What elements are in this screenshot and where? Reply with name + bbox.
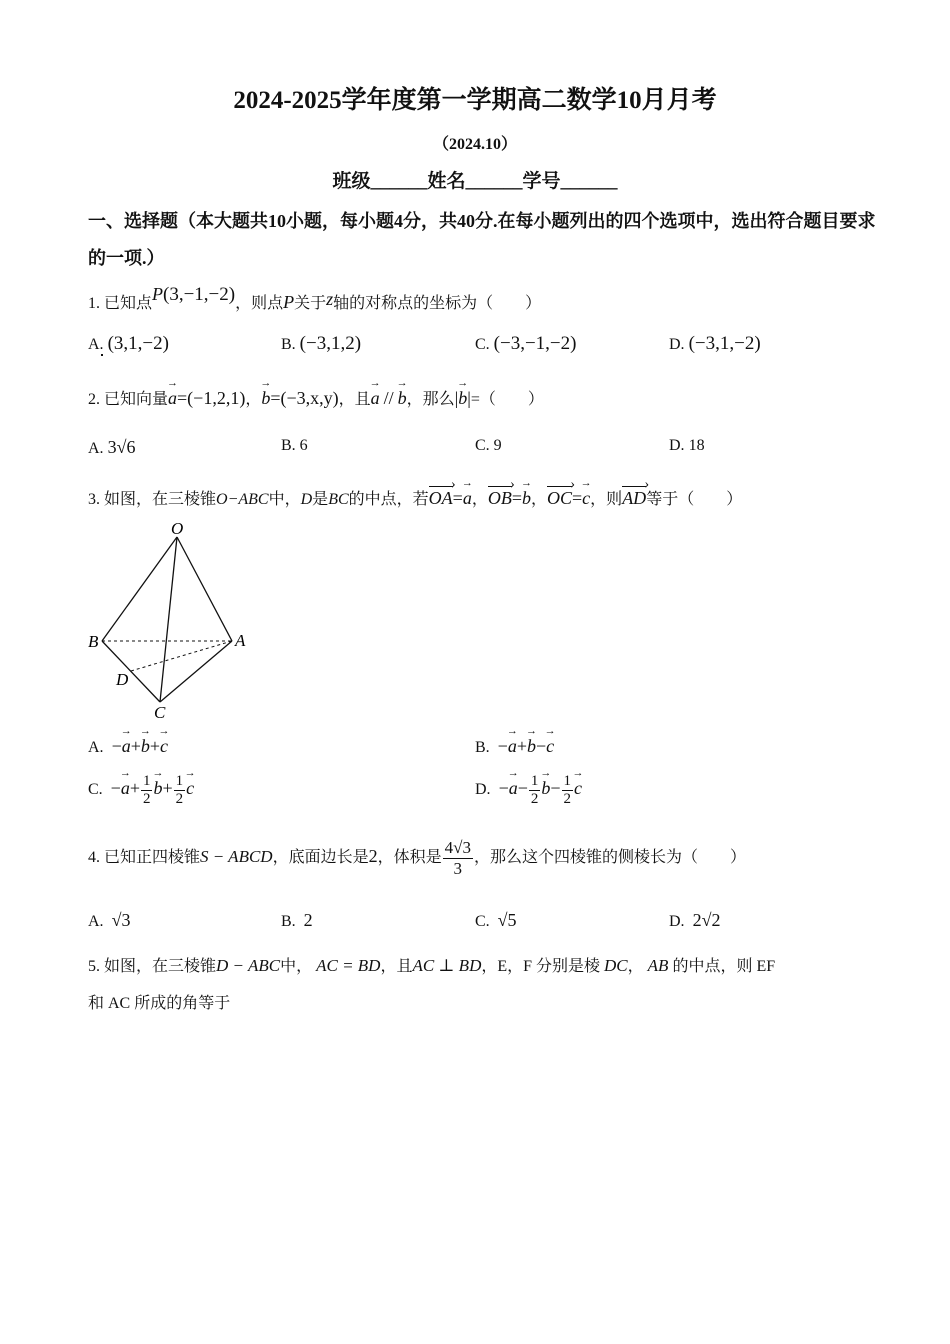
option-label: B.: [281, 437, 296, 454]
minus: −: [497, 736, 508, 756]
edge-oa: [177, 537, 232, 641]
q3-option-d: [475, 773, 582, 808]
q2-option-d: [669, 437, 705, 455]
vector-b: → b: [541, 778, 550, 799]
q1-point-name: P: [152, 284, 164, 304]
stray-dot: [101, 354, 103, 356]
option-label: B.: [281, 336, 296, 353]
fraction-half: [529, 773, 541, 808]
vector-oa: OA ›: [429, 486, 453, 509]
option-label: C.: [475, 437, 490, 454]
vector-b: → b: [141, 736, 150, 757]
abs-bar: |: [454, 388, 459, 408]
plus: +: [129, 778, 140, 799]
volume-fraction: [443, 838, 473, 879]
q1-text2: ，则点: [235, 295, 284, 312]
q5-text-d: ，E，F 分别是棱: [481, 958, 601, 975]
label-d: D: [116, 670, 129, 689]
q2-option-b: [281, 437, 308, 455]
q4-option-c: [475, 910, 517, 931]
option-label: A.: [88, 440, 104, 457]
q2-text2: ，且: [338, 391, 371, 408]
option-value: 18: [688, 437, 705, 454]
q1-prefix: 1. 已知点: [88, 295, 153, 312]
q1-option-a: [88, 333, 169, 355]
q1-option-c: [475, 333, 576, 355]
exam-title: 2024-2025学年度第一学期高二数学10月月考: [233, 87, 717, 114]
fraction-half: [174, 773, 186, 808]
question-2: 2. 已知向量→ a=(−1,2,1)，→ b=(−3,x,y)，且→ a // → b，那么|→ b|=（ ）: [88, 386, 544, 409]
q3-option-a: [88, 736, 168, 757]
section-heading: 一、选择题（本大题共10小题，每小题4分，共40分.在每小题列出的四个选项中，选出符合题目要求的一项.）: [88, 211, 876, 268]
q5-prefix: 5. 如图，在三棱锥: [88, 958, 217, 975]
frac-den: 2: [563, 791, 572, 807]
q3-text3: 是: [312, 491, 329, 508]
q3-bc: BC: [328, 491, 349, 508]
vector-b: → b: [522, 488, 531, 509]
option-value: 9: [493, 437, 502, 454]
q5-text-c: ，且: [380, 958, 413, 975]
frac-den: 2: [142, 791, 151, 807]
vector-a: → a: [122, 736, 131, 757]
option-label: C.: [88, 781, 103, 799]
minus: −: [535, 736, 547, 756]
q1-text4: 轴的对称点的坐标为（ ）: [333, 295, 542, 312]
minus: −: [517, 778, 528, 799]
plus: +: [130, 736, 141, 756]
q4-text2: ，底面边长是: [272, 849, 369, 867]
vector-ad: AD ›: [622, 486, 646, 509]
plus: +: [516, 736, 527, 756]
option-value: (−3,−1,−2): [493, 333, 577, 354]
q5-equality: AC = BD: [316, 956, 381, 975]
q1-option-d: [669, 333, 761, 355]
label-o: O: [171, 519, 184, 538]
edge-ob: [102, 537, 177, 641]
minus: −: [111, 736, 122, 756]
q5-ab: AB: [647, 956, 669, 975]
option-value: (−3,1,−2): [688, 333, 761, 354]
question-1: [88, 284, 542, 314]
frac-den: 2: [530, 791, 539, 807]
q1-z: z: [326, 289, 334, 309]
vector-b: → b: [153, 778, 162, 799]
option-value: 2√2: [692, 910, 721, 930]
option-value: (−3,1,2): [299, 333, 362, 354]
option-label: C.: [475, 336, 490, 353]
exam-date: （2024.10）: [432, 136, 517, 153]
parallel-symbol: //: [383, 388, 394, 408]
q2-prefix: 2. 已知向量: [88, 391, 169, 408]
option-value: 6: [299, 437, 308, 454]
option-value: 2: [303, 910, 313, 930]
frac-num: 1: [175, 773, 184, 789]
q4-text4: ，那么这个四棱锥的侧棱长为（ ）: [473, 849, 746, 867]
minus: −: [110, 778, 121, 799]
q2-text3: ，那么: [406, 391, 455, 408]
vector-c: → c: [160, 736, 168, 757]
plus: +: [162, 778, 173, 799]
fraction-half: [562, 773, 574, 808]
option-label: B.: [475, 739, 490, 756]
vector-a: → a: [508, 736, 517, 757]
q3-option-b: [475, 736, 554, 757]
vector-a: → a: [168, 388, 177, 409]
question-5-line-1: [88, 953, 775, 976]
question-5-line-2: 和 AC 所成的角等于: [88, 995, 231, 1012]
vector-c: → c: [574, 778, 582, 799]
option-value: (3,1,−2): [107, 333, 169, 354]
q4-option-a: [88, 910, 130, 931]
option-label: A.: [88, 913, 104, 930]
tetrahedron-figure: [80, 515, 260, 725]
vector-a: → a: [371, 388, 380, 409]
label-a: A: [235, 631, 246, 650]
vector-c: → c: [186, 778, 194, 799]
option-label: D.: [669, 913, 685, 930]
q5-pyramid: D − ABC: [216, 956, 281, 975]
q3-text5: 等于（ ）: [646, 491, 743, 508]
question-3: 3. 如图，在三棱锥O−ABC中，D是BC的中点，若OA ›=→ a，OB ›=→ b，OC ›=→ c，则AD ›等于（ ）: [88, 486, 742, 509]
q1-coords: (3,−1,−2): [163, 284, 236, 305]
vector-b: → b: [458, 388, 467, 409]
label-b: B: [88, 632, 99, 651]
label-c: C: [154, 703, 166, 722]
q3-pyramid: O−ABC: [216, 491, 269, 508]
option-label: B.: [281, 913, 296, 930]
frac-den: 3: [453, 859, 463, 878]
q2-b-expr: =(−3,x,y): [270, 388, 339, 408]
q4-pyramid: S − ABCD: [200, 847, 273, 867]
student-info-fields: 班级______姓名______学号______: [332, 171, 618, 192]
q5-text-f: 的中点，则 EF: [672, 958, 776, 975]
option-value: √3: [111, 910, 131, 930]
option-value: √5: [497, 910, 517, 930]
q5-perpendicular: AC ⊥ BD: [412, 956, 482, 975]
segment-ad-hidden: [131, 641, 232, 671]
vector-c: → c: [582, 488, 590, 509]
option-label: C.: [475, 913, 490, 930]
vector-a: → a: [509, 778, 518, 799]
edge-oc: [160, 537, 177, 702]
q4-option-d: [669, 910, 720, 931]
option-label: A.: [88, 336, 104, 353]
edge-bc: [102, 641, 160, 702]
vector-a: → a: [121, 778, 130, 799]
q1-text3: 关于: [294, 295, 327, 312]
plus: +: [149, 736, 161, 756]
q3-then: ，则: [590, 491, 623, 508]
q1-p: P: [283, 292, 295, 312]
q5-text-b: 中，: [280, 958, 313, 975]
frac-num: 4√3: [444, 838, 471, 857]
q4-text3: ，体积是: [377, 849, 442, 867]
q5-text-e: ，: [627, 958, 644, 975]
q1-option-b: [281, 333, 361, 355]
question-4: [88, 838, 746, 879]
abs-bar: |: [467, 388, 471, 408]
option-value: 3√6: [107, 437, 136, 457]
frac-den: 2: [175, 791, 184, 807]
q2-option-a: [88, 437, 135, 458]
vector-oc: OC ›: [547, 486, 572, 509]
q4-option-b: [281, 910, 313, 931]
q2-a-expr: =(−1,2,1): [177, 388, 246, 408]
edge-ca: [160, 641, 232, 702]
vector-c: → c: [546, 736, 554, 757]
frac-num: 1: [563, 773, 572, 789]
q4-side: 2: [368, 846, 378, 867]
minus: −: [498, 778, 509, 799]
option-label: A.: [88, 739, 104, 756]
frac-num: 1: [142, 773, 151, 789]
q3-option-c: [88, 773, 194, 808]
vector-a: → a: [463, 488, 472, 509]
option-label: D.: [669, 437, 685, 454]
q2-option-c: [475, 437, 502, 455]
frac-num: 1: [530, 773, 539, 789]
option-label: D.: [669, 336, 685, 353]
vector-b: → b: [398, 388, 407, 409]
minus: −: [550, 778, 561, 799]
q3-prefix: 3. 如图，在三棱锥: [88, 491, 217, 508]
vector-ob: OB ›: [488, 486, 512, 509]
fraction-half: [141, 773, 153, 808]
option-label: D.: [475, 781, 491, 799]
vector-b: → b: [527, 736, 536, 757]
q5-dc: DC: [604, 956, 628, 975]
q3-text4: 的中点，若: [348, 491, 429, 508]
vector-b: → b: [261, 388, 270, 409]
q3-d: D: [300, 491, 313, 508]
q2-text4: =（ ）: [470, 391, 544, 408]
q4-prefix: 4. 已知正四棱锥: [88, 849, 201, 867]
q3-text2: 中，: [268, 491, 301, 508]
